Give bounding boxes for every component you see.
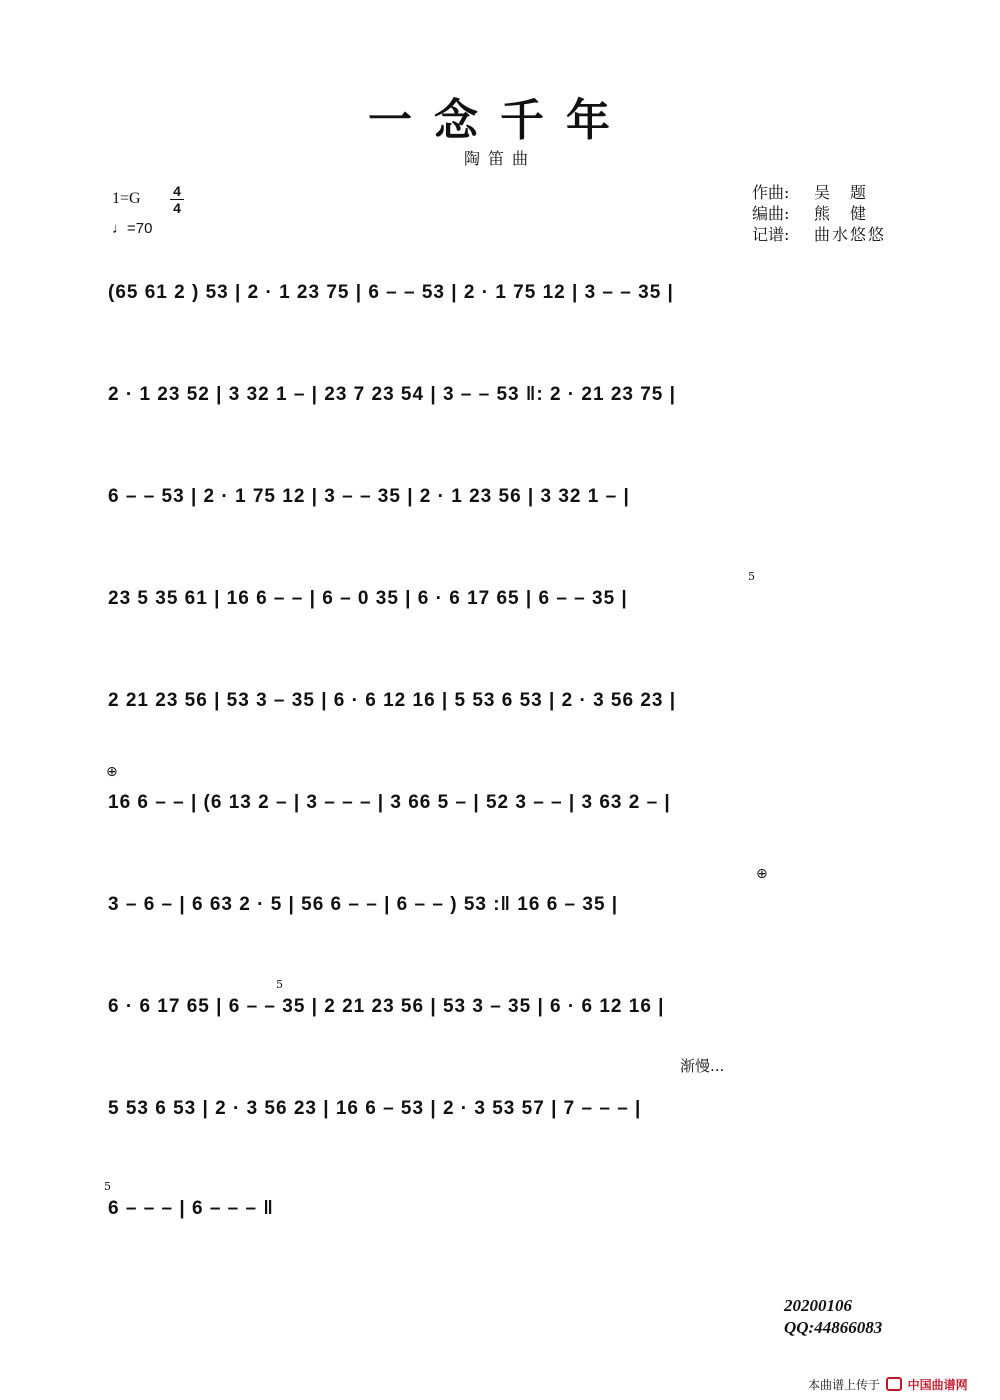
credit-name: 熊 健 [814, 204, 869, 223]
credits-block [752, 182, 886, 245]
credit-role: 记谱: [752, 225, 790, 244]
score-line-notes: 23 5 35 61 | 16 6 – – | 6 – 0 35 | 6 · 6 17 65 | 6 – – 35 | [108, 588, 628, 609]
footer-upload-text: 本曲谱上传于 [808, 1378, 881, 1392]
time-denominator: 4 [173, 200, 181, 216]
score-line-7 [106, 882, 902, 928]
score-line-notes: 6 – – 53 | 2 · 1 75 12 | 3 – – 35 | 2 · 1 23 56 | 3 32 1 – | [108, 486, 630, 507]
expression-marking: 渐慢... [680, 1057, 725, 1075]
credit-transcriber [752, 224, 886, 245]
score-subtitle: 陶笛曲 [463, 149, 536, 168]
grace-note-1: 5 [748, 570, 755, 583]
score-line-2 [106, 372, 902, 418]
footer [808, 1376, 968, 1393]
site-logo-icon [886, 1377, 902, 1391]
score-line-1 [106, 270, 902, 316]
score-line-10 [106, 1186, 446, 1232]
credit-name: 吴 题 [814, 183, 869, 202]
score-line-notes: 2 21 23 56 | 53 3 – 35 | 6 · 6 12 16 | 5 53 6 53 | 2 · 3 56 23 | [108, 690, 677, 711]
grace-note-2: 5 [276, 978, 283, 991]
score-line-notes: 16 6 – – | (6 13 2 – | 3 – – – | 3 66 5 – | 52 3 – – | 3 63 2 – | [108, 792, 671, 813]
footer-brand: 中国曲谱网 [907, 1378, 968, 1392]
time-signature [170, 184, 184, 215]
score-title: 一念千年 [368, 95, 632, 146]
score-line-notes: 3 – 6 – | 6 63 2 · 5 | 56 6 – – | 6 – – ) 53 :‖ 16 6 – 35 | [108, 894, 619, 915]
score-line-notes: 5 53 6 53 | 2 · 3 56 23 | 16 6 – 53 | 2 · 3 53 57 | 7 – – – | [108, 1098, 642, 1119]
time-numerator: 4 [173, 183, 181, 199]
coda-sign-2: ⊕ [756, 866, 768, 882]
coda-sign-1: ⊕ [106, 764, 118, 780]
signature-contact: QQ:44866083 [784, 1318, 883, 1337]
credit-role: 作曲: [752, 183, 790, 202]
credit-arranger [752, 203, 886, 224]
score-line-4 [106, 576, 902, 622]
score-line-6 [106, 780, 902, 826]
credit-role: 编曲: [752, 204, 790, 223]
score-line-8 [106, 984, 902, 1030]
score-line-notes: 6 – – – | 6 – – – ‖ [108, 1198, 274, 1219]
score-line-notes: 6 · 6 17 65 | 6 – – 35 | 2 21 23 56 | 53 3 – 35 | 6 · 6 12 16 | [108, 996, 665, 1017]
grace-note-3: 5 [104, 1180, 111, 1193]
credit-name: 曲水悠悠 [814, 225, 887, 244]
key-signature: 1=G [112, 190, 141, 207]
score-line-notes: 2 · 1 23 52 | 3 32 1 – | 23 7 23 54 | 3 – – 53 ‖: 2 · 21 23 75 | [108, 384, 676, 405]
score-line-3 [106, 474, 902, 520]
credit-composer [752, 182, 886, 203]
score-line-5 [106, 678, 902, 724]
score-line-9 [106, 1086, 902, 1132]
score-line-notes: (65 61 2 ) 53 | 2 · 1 23 75 | 6 – – 53 | 2 · 1 75 12 | 3 – – 35 | [108, 282, 674, 303]
signature-date: 20200106 [784, 1296, 852, 1315]
tempo-marking: ♩=70 [112, 220, 153, 237]
